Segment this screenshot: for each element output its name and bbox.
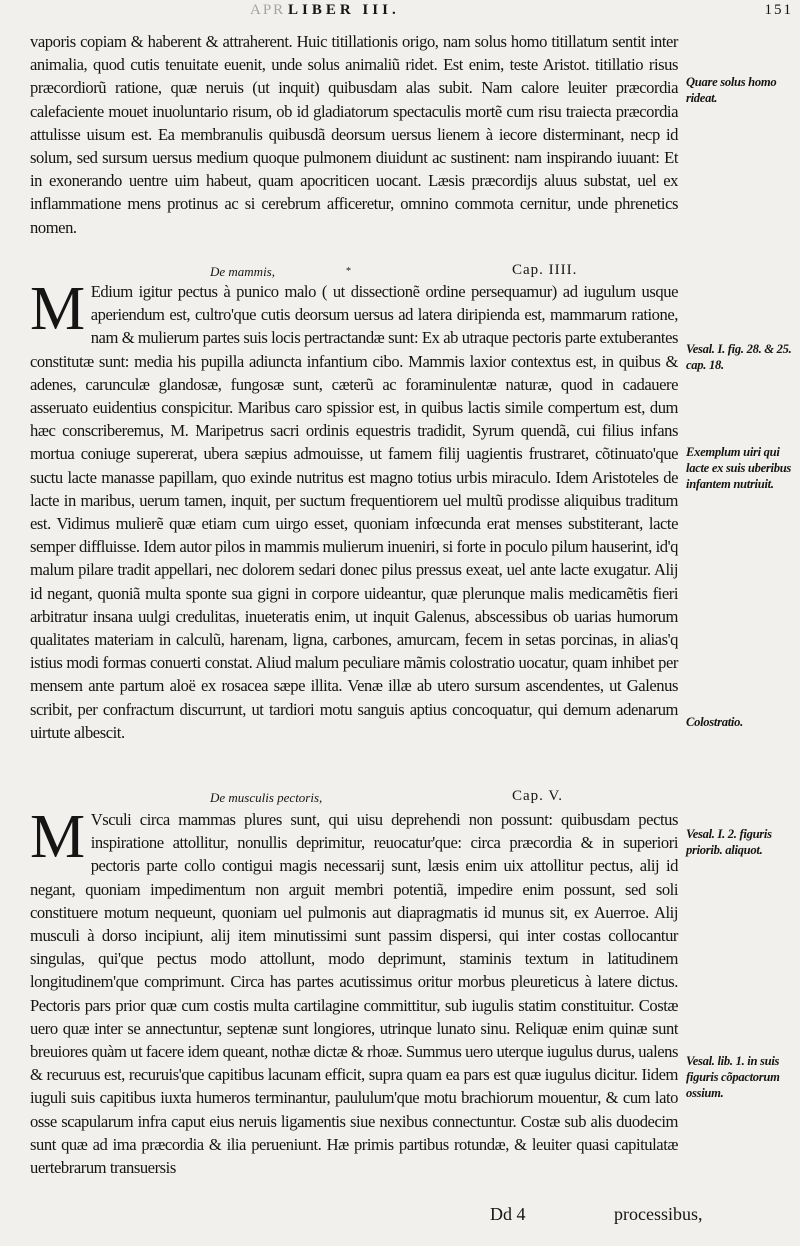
chapter-5-text-block bbox=[30, 803, 678, 1218]
chapter-5-drop-cap: M bbox=[30, 803, 85, 871]
margin-note: Colostratio. bbox=[686, 715, 743, 729]
signature-mark: Dd 4 bbox=[490, 1204, 526, 1224]
chapter-4-number: Cap. IIII. bbox=[512, 262, 578, 278]
chapter-4-title: De mammis, bbox=[210, 264, 275, 279]
book-title: LIBER III. bbox=[288, 2, 400, 18]
catchword: processibus, bbox=[614, 1204, 703, 1224]
asterisk-mark: * bbox=[346, 266, 351, 277]
chapter-4-paragraph: Edium igitur pectus à punico malo ( ut dissectionẽ ordine persequamur) ad iugulum usque aperiendum est, cultro'que cutis deorsum uersus ad latera diripienda est, mammarum ratione, nam & mulierum partes suis locis pertractandæ sunt: Ex ab utraque pectoris parte extuberantes constitutæ sunt: media his pupilla adiuncta infantium cibo. Mammis laxior contextus est, in quibus & adenes, carunculæ glandosæ, fungosæ sunt, cæterũ ac foraminulentæ naturæ, quod in cadauere asseruato euidentius conspicitur. Maribus caro spissior est, in quibus lactis simile compertum est, dum hæc conscriberemus, M. Maripetrus sacri ordinis equestris tradidit, Syrum quendã, cui filius infans mortua coniuge supererat, ubera sæpius admouisse, ut famem filij uagientis frustraret, cõtinuato'que suctu lacte manasse papillam, quo exinde nutritus est magno totius urbis miraculo. Idem Aristoteles de lacte in maribus, uerum tamen, inquit, per suctum frequentiorem uel multũ prodisse aliquibus traditum est. Vidimus mulierẽ quæ etiam cum uirgo esset, quoniam infœcunda erat menses substiterant, lacte semper diffluisse. Idem autor pilos in mammis mulierum inueniri, si forte in poculo pilum hauserint, id'q malum pilare tradit appellari, nec dolorem sedari donec pilus pressus exeat, uel ante lacte exugatur. Alij id negant, quoniã multa sponte sua gigni in corpore uideantur, quæ plerunque malis medicamẽtis fieri arbitratur insana uulgi credulitas, inueteratis enim, ut inquit Galenus, abscessibus ob uarias humorum qualitates materiam in calculũ, harenam, ligna, carbones, amurcam, fecem in setas porcinas, in alias'q istius modi formas conuerti constat. Aliud malum peculiare mãmis colostratio uocatur, quam inhibet per mensem ante partum aloë ex rosacea sæpe illita. Venæ illæ ab utero sursum ascendentes, ut Galenus scribit, per confractum discurrunt, ut tardiori motu sanguis aptius concoquatur, qui demum adenarum uirtute albescit. bbox=[30, 282, 678, 742]
chapter-5-heading bbox=[30, 790, 678, 808]
page-number: 151 bbox=[764, 2, 793, 18]
running-head bbox=[30, 0, 795, 26]
section-1-paragraph: vaporis copiam & haberent & attraherent. Huic titillationis origo, nam solus homo titillatum sentit inter animalia, quod cutis tenuitate euenit, unde solus animaliũ ridet. Est enim, teste Aristot. titillatio risus præcordiorũ ratione, quæ neruis (ut inquit) quibusdam alas subit. Nam calore leuiter præcordia calefaciente mouet inuoluntario risum, ob id gladiatorum spectaculis mortẽ cum risu traiecta præcordia attulisse uisum est. Ea membranulis quibusdã deorsum uersus lienem à iecore disterminant, necp id solum, sed sursum uersus medium quoque pulmonem diuidunt ac sustinent: nam inspirando iuuant: Et in exonerando uentre uim habeut, quam apocriticen uocant. Læsis præcordijs aluus substat, uel ex inflammatione mens protinus ac si cerebrum afficeretur, omnino commota cernitur, unde phrenetics nomen. bbox=[30, 32, 678, 237]
chapter-5-paragraph: Vsculi circa mammas plures sunt, qui uisu deprehendi non possunt: quibusdam pectus inspiratione attollitur, nonullis deprimitur, reuocatur'que: circa præcordia & in superiori pectoris parte collo contigui magis necessarij sunt, læsis enim uix attollitur pectus, alij id negant, quoniam impedimentum non arguit membri potentiã, impedire enim possunt, sed soli constituere motum nequeunt, quoniam uel pulmonis aut diapragmatis id munus sit, ex Auerroe. Alij musculi à dorso incipiunt, alij item minutissimi sunt passim dispersi, qui inter costas collocantur singulas, qui'que pectus modo attollunt, modo deprimunt, staminis textum in latitudinem longitudinem'que comprimunt. Circa has partes acutissimus oritur morbus pleureticus à latere dictus. Pectoris pars prior quæ cum costis multa cartilagine committitur, sub iugulis statim constituitur. Costæ uero quæ inter se annectuntur, septenæ sunt longiores, utrinque lunato sinu. Reliquæ enim quinæ sunt breuiores quàm ut facere idem queant, nothæ dictæ & rhoæ. Summus uero uterque iugulus durus, ualens & recuruus est, recuruis'que capitibus lacunam efficit, supra quam ea pars est quæ iugulus dicitur. Iidem iuguli suis capitibus iuxta humeros terminantur, paululum'que motu brachiorum mouentur, & cum lato osse scapularum infra caput eius neruis ligamentis siue nexibus connectuntur. Costæ sub alis duodecim sunt quæ ad ima præcordia & ilia perueniunt. Hæ primis partibus rotundæ, & leuiter quasi capitulatæ uertebrarum transuersis bbox=[30, 810, 678, 1178]
margin-note: Vesal. I. 2. figuris priorib. aliquot. bbox=[686, 827, 772, 857]
margin-note: Quare solus homo rideat. bbox=[686, 75, 777, 105]
margin-note: Exemplum uiri qui lacte ex suis uberibus infantem nutriuit. bbox=[686, 445, 792, 491]
chapter-4-drop-cap: M bbox=[30, 275, 85, 343]
section-1-text-block bbox=[30, 30, 678, 271]
chapter-5-title: De musculis pectoris, bbox=[210, 790, 323, 805]
margin-note: Vesal. lib. 1. in suis figuris cõpactorum ossium. bbox=[686, 1054, 780, 1100]
chapter-5-number: Cap. V. bbox=[512, 788, 564, 804]
chapter-4-text-block bbox=[30, 275, 678, 790]
page-footer bbox=[30, 1204, 795, 1234]
show-through-text: APR bbox=[250, 2, 286, 18]
margin-note: Vesal. I. fig. 28. & 25. cap. 18. bbox=[686, 342, 792, 372]
